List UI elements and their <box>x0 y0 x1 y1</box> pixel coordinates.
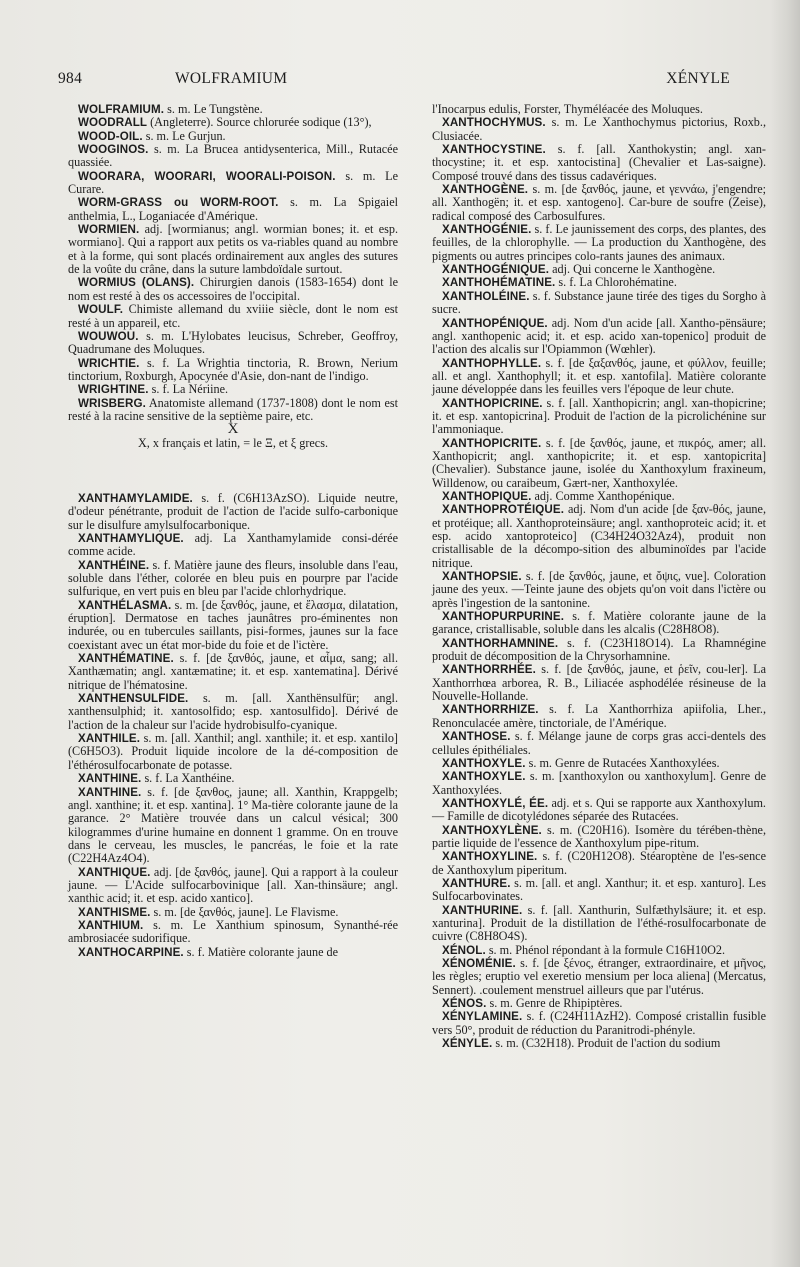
continuation-text: l'Inocarpus edulis, Forster, Thyméléacée des Moluques. <box>432 102 703 116</box>
dictionary-entry <box>432 637 766 664</box>
entry-definition: s. f. [de ξανθός, jaune, et ῥεῖν, cou-ler]. La Xanthorrhœa arborea, R. B., Liliacée asphodélée résineuse de la Nouvelle-Hollande. <box>432 662 766 704</box>
dictionary-entry <box>432 850 766 877</box>
dictionary-entry <box>432 757 766 770</box>
entry-definition: s. m. Phénol répondant à la formule C16H10O2. <box>485 942 726 957</box>
entry-definition: s. m. [de ξανθός, jaune]. Le Flavisme. <box>150 904 339 919</box>
dictionary-entry <box>432 770 766 797</box>
entry-headword: WORM-GRASS ou WORM-ROOT. <box>78 196 279 210</box>
entry-definition: s. m. L'Hylobates leucisus, Schreber, Geoffroy, Quadrumane des Moluques. <box>68 328 398 357</box>
entry-definition: adj. Comme Xanthopénique. <box>531 488 675 503</box>
dictionary-entry <box>68 303 398 330</box>
entry-definition: s. f. [de ξανθος, jaune; all. Xanthin, Krappgelb; angl. xanthine; it. et esp. xantina]. 1° Ma-tière colorante jaune de la garance. 2° Matière trouvée dans un calcul vésical; 300 kilogrammes d'urine humaine en donnent 1 gramme. On en trouve dans le cerveau, les muscles, le pancréas, le foie et la rate (C22H4Az4O4). <box>68 784 398 866</box>
entry-headword: XANTHOCYSTINE. <box>442 143 546 157</box>
section-note: X, x français et latin, = le Ξ, et ξ grecs. <box>137 435 329 450</box>
entry-definition: s. m. [all. Xanthil; angl. xanthile; it. et esp. xantilo] (C6H5O3). Produit liquide incolore de la dé-composition de l'éthérosulfocarbonate de potasse. <box>68 731 398 772</box>
entry-definition: s. m. (C32H18). Produit de l'action du sodium <box>492 1036 721 1051</box>
entry-headword: WORMIUS (OLANS). <box>78 276 195 290</box>
right-running-head: XÉNYLE <box>666 70 730 87</box>
entry-definition: s. m. [de ξανθός, jaune, et ἔλασμα, dilatation, éruption]. Dermatose en taches jaunâtres pro-éminentes non indurée, ou en tubercules saillants, pisi-formes, jaunes sur la face coexistant avec un état mor-bide du foie et de l'ictère. <box>68 597 398 652</box>
entry-headword: WOORARA, WOORARI, WOORALI-POISON. <box>78 169 336 183</box>
right-column <box>432 103 766 1050</box>
entry-headword: XANTHÉMATINE. <box>78 652 174 666</box>
entry-headword: XÉNOMÉNIE. <box>442 957 516 970</box>
dictionary-entry <box>68 170 398 197</box>
left-running-head: WOLFRAMIUM <box>175 70 288 87</box>
entry-definition: s. m. Le Tungstène. <box>164 102 263 116</box>
right-entries <box>432 116 766 1050</box>
entry-definition: s. m. Genre de Rhipiptères. <box>486 996 623 1011</box>
dictionary-entry <box>432 1037 766 1050</box>
entry-headword: XANTHOXYLE. <box>442 756 526 770</box>
dictionary-entry <box>432 357 766 397</box>
entry-definition: s. f. [de ξαξανθός, jaune, et φύλλον, feuille; all. et angl. Xanthophyll; it. et esp. xantofila]. Matière colorante jaune développée dans les feuilles vers l'époque de leur chute. <box>432 355 766 397</box>
dictionary-entry <box>432 143 766 183</box>
entry-headword: XANTHOSE. <box>442 730 511 744</box>
entry-definition: adj. Nom d'un acide [de ξαν-θός, jaune, et protéique; all. Xanthoproteinsäure; angl. xanthoproteic acid; it. et esp. acido xantoproteico] (C34H24O32Az4), produit non cristallisable de la décompo-sition des albuminoïdes par l'acide nitrique. <box>432 502 766 570</box>
entry-headword: XANTHOLÉINE. <box>442 289 530 303</box>
entry-definition: s. m. La Spigaiel anthelmia, L., Loganiacée d'Amérique. <box>68 195 398 223</box>
dictionary-entry <box>432 276 766 289</box>
dictionary-entry <box>68 397 398 424</box>
entry-definition: adj. [de ξανθός, jaune]. Qui a rapport à la couleur jaune. — L'Acide sulfocarbovinique [all. Xan-thinsäure; angl. xanthic acid; it. et esp. acido xantico]. <box>68 864 398 906</box>
entry-headword: XANTHURINE. <box>442 903 523 917</box>
entry-definition: s. f. (C6H13AzSO). Liquide neutre, d'odeur pénétrante, produit de l'action de l'acide sulfo-carbonique sur le disulfure amylsulfocarbonique. <box>68 490 398 532</box>
entry-definition: s. f. (C24H11AzH2). Composé cristallin fusible vers 50°, produit de réduction du Paranitrodi-phényle. <box>432 1009 766 1037</box>
entry-headword: XANTHOPÉNIQUE. <box>442 316 548 330</box>
dictionary-entry <box>432 610 766 637</box>
dictionary-entry <box>68 196 398 223</box>
dictionary-entry <box>432 183 766 223</box>
entry-definition: s. f. La Nériine. <box>148 382 229 397</box>
entry-headword: XANTHORRHIZE. <box>442 703 539 717</box>
dictionary-entry <box>432 437 766 490</box>
entry-headword: XANTHOPIQUE. <box>442 489 532 503</box>
entry-definition: s. f. [all. Xanthokystin; angl. xan-thocystine; it. et esp. xantocistina] (Chevalier et Las-saigne). Composé trouvé dans des tissus cadavériques. <box>432 142 766 183</box>
entry-headword: XANTHOPURPURINE. <box>442 610 565 624</box>
entry-headword: XANTHORHAMNINE. <box>442 636 559 650</box>
entry-headword: WORMIEN. <box>78 223 140 237</box>
entry-definition: s. f. (C20H12O8). Stéaroptène de l'es-sence de Xanthoxylum piperitum. <box>432 849 766 877</box>
entry-headword: WOOGINOS. <box>78 143 149 157</box>
dictionary-entry <box>432 570 766 610</box>
entry-headword: WOLFRAMIUM. <box>78 103 165 116</box>
entry-headword: WRIGHTINE. <box>78 383 149 397</box>
entry-headword: XANTHOXYLE. <box>442 770 526 784</box>
dictionary-entry <box>432 503 766 570</box>
entry-headword: XANTHOGÉNIQUE. <box>442 263 550 277</box>
entry-headword: XANTHOPSIE. <box>442 570 522 584</box>
dictionary-entry <box>432 317 766 357</box>
dictionary-entry <box>68 532 398 559</box>
entry-definition: s. f. [de ξένος, étranger, extraordinaire, et μῆνος, les règles; eruptio vel exeretio mensium per loca aliena] (Mercatus, Sennert). .coulement menstruel ailleurs que par l'utérus. <box>432 956 766 997</box>
dictionary-entry <box>432 263 766 276</box>
dictionary-entry <box>432 663 766 703</box>
entry-definition: Anatomiste allemand (1737-1808) dont le nom est resté à la racine sensitive de la septième paire, etc. <box>68 395 398 423</box>
dictionary-entry <box>68 357 398 384</box>
entry-definition: s. m. Le Gurjun. <box>142 128 226 143</box>
dictionary-entry <box>68 866 398 906</box>
entry-headword: XANTHOPHYLLE. <box>442 356 542 370</box>
entry-headword: XANTHOCHYMUS. <box>442 116 546 130</box>
section-letter: X <box>227 421 239 438</box>
dictionary-entry <box>68 786 398 866</box>
entry-headword: WRISBERG. <box>78 396 146 410</box>
entry-headword: XANTHOXYLÉ, ÉE. <box>442 796 549 810</box>
entries-before-x <box>68 103 398 423</box>
entry-headword: XANTHOXYLINE. <box>442 850 538 864</box>
entry-headword: XANTHOCARPINE. <box>78 945 184 959</box>
entry-headword: XANTHOPROTÉIQUE. <box>442 503 565 517</box>
entry-definition: s. f. [all. Xanthurin, Sulfæthylsäure; it. et esp. xanturina]. Produit de la distillation de l'éthé-rosulfocarbonate de cuivre (C8H8O4S). <box>432 902 766 944</box>
running-header <box>58 70 770 94</box>
entry-headword: XÉNOS. <box>442 997 487 1011</box>
entry-headword: XANTHÉLASMA. <box>78 598 172 612</box>
entry-definition: s. f. [de ξανθός, jaune, et αἷμα, sang; all. Xanthæmatin; angl. xantæmatine; it. et esp. xantematina]. Dérivé nitrique de l'hématosine. <box>68 651 398 692</box>
entry-definition: s. m. Le Curare. <box>68 168 398 197</box>
entry-definition: s. f. [de ξανθός, jaune, et πικρός, amer; all. Xanthopicrit; angl. xanthopicrite; it. et esp. xantopicrita] (Chevalier). Substance jaune, isolée du Xanthoxylum fraxineum, Willdenow, ou caraibeum, Gært-ner, Xanthoxylée. <box>432 435 766 490</box>
entry-definition: (Angleterre). Source chlorurée sodique (13°), <box>147 115 372 130</box>
entry-definition: s. f. Matière jaune des fleurs, insoluble dans l'eau, soluble dans l'éther, colorée en bleu puis en pourpre par l'acide sulfurique, en vert puis en bleu par l'acide chlorhydrique. <box>68 557 398 599</box>
entry-headword: XANTHORRHÉE. <box>442 663 536 677</box>
dictionary-entry <box>68 732 398 772</box>
entry-headword: XANTHURE. <box>442 876 511 890</box>
entry-definition: s. f. [de ξανθός, jaune, et ὄψις, vue]. Coloration jaune des yeux. —Teinte jaune des objets qu'on voit dans l'ictère ou après l'ingestion de la santonine. <box>432 569 766 610</box>
dictionary-entry <box>432 730 766 757</box>
page-number: 984 <box>58 70 83 87</box>
dictionary-entry <box>68 946 398 959</box>
dictionary-entry <box>432 877 766 904</box>
entry-definition: s. f. Matière colorante jaune de <box>183 944 339 959</box>
entry-definition: s. f. Mélange jaune de corps gras acci-dentels des cellules épithéliales. <box>432 729 766 757</box>
entry-definition: s. m. [all. et angl. Xanthur; it. et esp. xanturo]. Les Sulfocarbovinates. <box>432 875 766 904</box>
entry-definition: s. f. Le jaunissement des corps, des plantes, des feuilles, de la chlorophylle. — La production du Xanthogène, des pigments ou autres principes colo-rants jaunes des animaux. <box>432 222 767 263</box>
dictionary-entry <box>68 103 398 116</box>
entry-headword: XÉNYLE. <box>442 1037 493 1051</box>
entry-definition: s. f. [all. Xanthopicrin; angl. xan-thopicrine; it. et esp. xantopicrina]. Produit de l'action de la picrolichénine sur l'ammoniaque. <box>432 395 766 437</box>
entry-headword: XANTHOPICRINE. <box>442 396 543 410</box>
dictionary-entry <box>432 1010 766 1037</box>
entry-definition: s. m. La Brucea antidysenterica, Mill., Rutacée quassiée. <box>68 142 398 170</box>
entry-definition: s. m. [xanthoxylon ou xanthoxylum]. Genre de Xanthoxylées. <box>432 769 766 797</box>
entry-headword: XANTHINE. <box>78 772 142 786</box>
dictionary-entry <box>68 652 398 692</box>
dictionary-entry <box>68 383 398 396</box>
dictionary-entry <box>68 330 398 357</box>
dictionary-entry <box>432 290 766 317</box>
entry-headword: WOOD-OIL. <box>78 129 143 143</box>
entry-headword: WRICHTIE. <box>78 356 140 370</box>
entry-headword: XÉNYLAMINE. <box>442 1010 523 1024</box>
entry-definition: adj. Qui concerne le Xanthogène. <box>549 262 716 277</box>
dictionary-entry <box>68 919 398 946</box>
dictionary-entry <box>432 116 766 143</box>
entry-definition: adj. et s. Qui se rapporte aux Xanthoxylum. — Famille de dicotylédones séparée des Rutacées. <box>432 795 766 824</box>
dictionary-entry <box>68 130 398 143</box>
dictionary-entry <box>432 824 766 851</box>
dictionary-entry <box>68 692 398 732</box>
dictionary-entry <box>68 116 398 129</box>
entry-headword: XANTHÉINE. <box>78 558 150 572</box>
entry-definition: s. m. Le Xanthochymus pictorius, Roxb., Clusiacée. <box>432 115 766 143</box>
entries-after-x <box>68 492 398 959</box>
dictionary-entry <box>432 223 766 263</box>
entry-definition: s. f. Substance jaune tirée des tiges du Sorgho à sucre. <box>432 288 766 317</box>
entry-headword: XANTHOGÈNE. <box>442 183 529 197</box>
entry-headword: XANTHOHÉMATINE. <box>442 276 556 290</box>
entry-definition: adj. [wormianus; angl. wormian bones; it. et esp. wormiano]. Qui a rapport aux petits os va-riables quand au nombre et à la forme, qui sont placés ordinairement aux angles des sutures de la voûte du crâne, dans la suture lambdoïdale surtout. <box>68 222 398 277</box>
dictionary-entry <box>432 490 766 503</box>
dictionary-entry <box>68 599 398 652</box>
entry-headword: XANTHENSULFIDE. <box>78 692 189 706</box>
dictionary-entry <box>432 797 766 824</box>
entry-headword: XANTHOXYLÈNE. <box>442 823 542 837</box>
entry-definition: s. m. (C20H16). Isomère du térében-thène, partie liquide de l'essence de Xanthoxylum pipe-ritum. <box>432 822 766 850</box>
dictionary-entry <box>68 492 398 532</box>
entry-headword: WOUWOU. <box>78 329 139 343</box>
entry-definition: s. m. [all. Xanthënsulfür; angl. xanthensulphid; it. xantosolfido; esp. xantosulfido]. Dérivé de l'action de la chaleur sur l'acide hydrobisulfo-cyanique. <box>68 691 398 732</box>
dictionary-entry <box>68 223 398 276</box>
dictionary-entry <box>432 703 766 730</box>
entry-headword: WOULF. <box>78 303 124 317</box>
dictionary-entry <box>432 997 766 1010</box>
entry-definition: s. m. [de ξανθός, jaune, et γεννάω, j'engendre; all. Xanthogën; it. et esp. xantogeno]. Car-bure de soufre (Zeise), radical composé des Carbosulfures. <box>432 182 766 223</box>
entry-definition: adj. La Xanthamylamide consi-dérée comme acide. <box>68 530 398 559</box>
entry-headword: XANTHOGÉNIE. <box>442 223 532 237</box>
dictionary-entry <box>432 397 766 437</box>
dictionary-entry <box>68 559 398 599</box>
dictionary-entry <box>68 772 398 785</box>
entry-headword: XANTHIUM. <box>78 918 144 932</box>
entry-headword: XANTHINE. <box>78 785 142 799</box>
entry-definition: Chirurgien danois (1583-1654) dont le nom est resté à des os accessoires de l'occipital. <box>68 275 398 303</box>
entry-definition: s. f. Matière colorante jaune de la garance, cristallisable, soluble dans les alcalis (C28H8O8). <box>432 609 766 637</box>
page-edge-shadow <box>770 0 800 1267</box>
dictionary-entry <box>68 276 398 303</box>
entry-definition: s. f. (C23H18O14). La Rhamnégine produit de décomposition de la Chrysorhamnine. <box>432 635 766 664</box>
entry-definition: s. f. La Xanthorrhiza apiifolia, Lher., Renonculacée amère, tinctoriale, de l'Amérique. <box>432 702 766 730</box>
dictionary-entry <box>68 143 398 170</box>
entry-definition: s. f. La Wrightia tinctoria, R. Brown, Nerium tinctorium, Roxburgh, Apocynée d'Asie, don-nant de l'indigo. <box>68 355 398 383</box>
entry-headword: XANTHILE. <box>78 732 141 746</box>
entry-headword: XÉNOL. <box>442 943 486 957</box>
entry-definition: adj. Nom d'un acide [all. Xantho-pënsäure; angl. xanthopenic acid; it. et esp. acido xan-topenico] produit de l'action des alcalis sur l'Opiammon (Wœhler). <box>432 315 766 357</box>
entry-definition: s. m. Genre de Rutacées Xanthoxylées. <box>525 755 720 770</box>
entry-definition: Chimiste allemand du xviiie siècle, dont le nom est resté à un appareil, etc. <box>68 302 398 330</box>
entry-headword: XANTHAMYLIQUE. <box>78 531 184 545</box>
entry-headword: WOODRALL <box>78 116 148 130</box>
entry-headword: XANTHISME. <box>78 905 151 919</box>
entry-headword: XANTHAMYLAMIDE. <box>78 491 193 505</box>
entry-definition: s. m. Le Xanthium spinosum, Synanthé-rée ambrosiacée sudorifique. <box>68 917 398 946</box>
dictionary-entry <box>68 906 398 919</box>
entry-headword: XANTHIQUE. <box>78 865 151 879</box>
entry-definition: s. f. La Xanthéine. <box>141 771 235 786</box>
dictionary-entry <box>432 904 766 944</box>
entry-headword: XANTHOPICRITE. <box>442 436 542 450</box>
dictionary-entry <box>432 944 766 957</box>
left-column <box>68 103 398 959</box>
dictionary-entry <box>432 957 766 997</box>
entry-definition: s. f. La Chlorohématine. <box>555 275 677 290</box>
